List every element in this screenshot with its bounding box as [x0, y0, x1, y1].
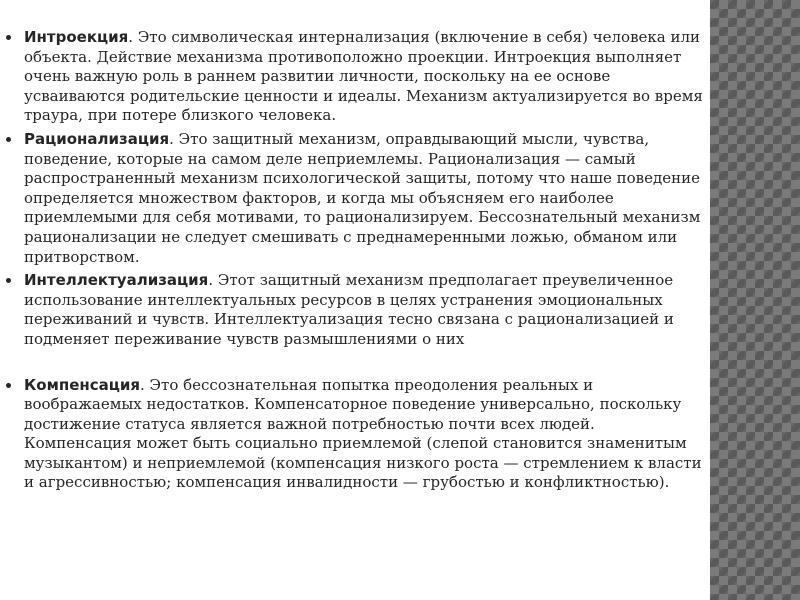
bullet-icon: [6, 137, 11, 142]
definition-introjection: . Это символическая интернализация (включение в себя) человека или объекта. Действие механизма противоположно проекции. Интроекция выполняет очень важную роль в раннем развитии личности, поскольку на ее основе усваиваются родительские ценности и идеалы. Механизм актуализируется во время траура, при потере близкого человека.: [24, 28, 703, 125]
slide-body: [6, 28, 706, 497]
definition-compensation: . Это бессознательная попытка преодоления реальных и воображаемых недостатков. Компенсаторное поведение универсально, поскольку достижение статуса является важной потребностью почти всех людей. Компенсация может быть социально приемлемой (слепой становится знаменитым музыкантом) и неприемлемой (компенсация низкого роста — стремлением к власти и агрессивностью; компенсация инвалидности — грубостью и конфликтностью).: [24, 375, 702, 492]
list-item-intellectualization: [6, 271, 706, 349]
definition-rationalization: . Это защитный механизм, оправдывающий мысли, чувства, поведение, которые на самом деле неприемлемы. Рационализация — самый распространенный механизм психологической защиты, потому что наше поведение определяется множеством факторов, и когда мы объясняем его наиболее приемлемыми для себя мотивами, то рационализируем. Бессознательный механизм рационализации не следует смешивать с преднамеренными ложью, обманом или притворством.: [24, 129, 701, 266]
bullet-icon: [6, 35, 11, 40]
list-item-introjection: [6, 28, 706, 126]
term-introjection: Интроекция: [24, 28, 129, 46]
term-intellectualization: Интеллектуализация: [24, 271, 209, 290]
bullet-icon: [6, 383, 11, 388]
list-item-compensation: [6, 376, 706, 494]
list-item-rationalization: [6, 130, 706, 267]
term-compensation: Компенсация: [24, 375, 141, 394]
decorative-side-pattern: [710, 0, 800, 600]
definition-intellectualization: . Этот защитный механизм предполагает преувеличенное использование интеллектуальных ресурсов в целях устранения эмоциональных переживаний и чувств. Интеллектуализация тесно связана с рационализацией и подменяет переживание чувств размышлениями о них: [24, 271, 674, 348]
term-rationalization: Рационализация: [24, 129, 170, 148]
bullet-icon: [6, 278, 11, 283]
